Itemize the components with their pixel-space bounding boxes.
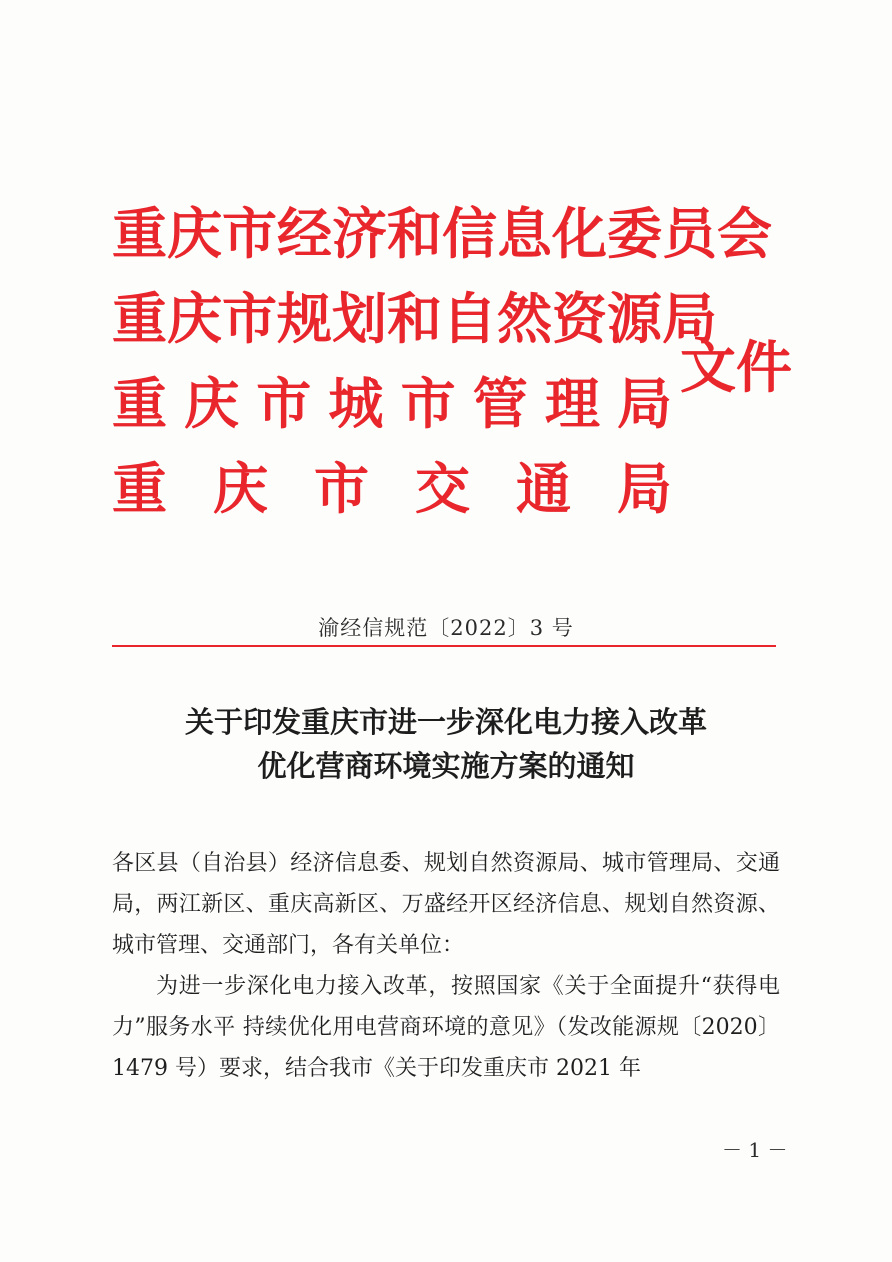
title-line-1: 关于印发重庆市进一步深化电力接入改革: [184, 705, 707, 739]
document-word-wenjian: 文件: [680, 335, 792, 401]
page-number: － 1 －: [722, 1138, 788, 1162]
issuer-line-2: [112, 286, 718, 351]
document-number: 渝经信规范〔2022〕3 号: [318, 616, 574, 640]
issuer-char: 交: [414, 456, 470, 521]
issuer-char: 重: [112, 456, 168, 521]
issuer-char: 局: [616, 456, 672, 521]
issuer-char: 理: [544, 371, 600, 436]
document-title: [0, 700, 892, 788]
issuer-name: 重庆市规划和自然资源局: [112, 286, 718, 351]
issuer-char: 市: [313, 456, 369, 521]
red-separator-line: [112, 645, 776, 647]
issuer-char: 重: [112, 371, 168, 436]
issuer-name: 重庆市经济和信息化委员会: [112, 201, 773, 266]
issuer-line-1: [112, 201, 773, 266]
title-line-2: 优化营商环境实施方案的通知: [257, 749, 635, 783]
body-paragraph-1: 为进一步深化电力接入改革，按照国家《关于全面提升“获得电力”服务水平 持续优化用电营商环境的意见》（发改能源规〔2020〕1479 号）要求，结合我市《关于印发重庆市 2021 年: [112, 974, 780, 1081]
issuer-char: 管: [472, 371, 528, 436]
issuer-char: 通: [515, 456, 571, 521]
issuer-line-3: [112, 371, 672, 436]
issuer-line-4: [112, 456, 672, 521]
issuer-char: 庆: [184, 371, 240, 436]
issuer-char: 庆: [212, 456, 268, 521]
issuer-char: 市: [400, 371, 456, 436]
issuer-char: 城: [328, 371, 384, 436]
document-body: [112, 843, 780, 1089]
addressee-paragraph: 各区县（自治县）经济信息委、规划自然资源局、城市管理局、交通局，两江新区、重庆高新区、万盛经开区经济信息、规划自然资源、城市管理、交通部门，各有关单位：: [112, 851, 780, 958]
issuer-char: 市: [256, 371, 312, 436]
issuer-char: 局: [616, 371, 672, 436]
